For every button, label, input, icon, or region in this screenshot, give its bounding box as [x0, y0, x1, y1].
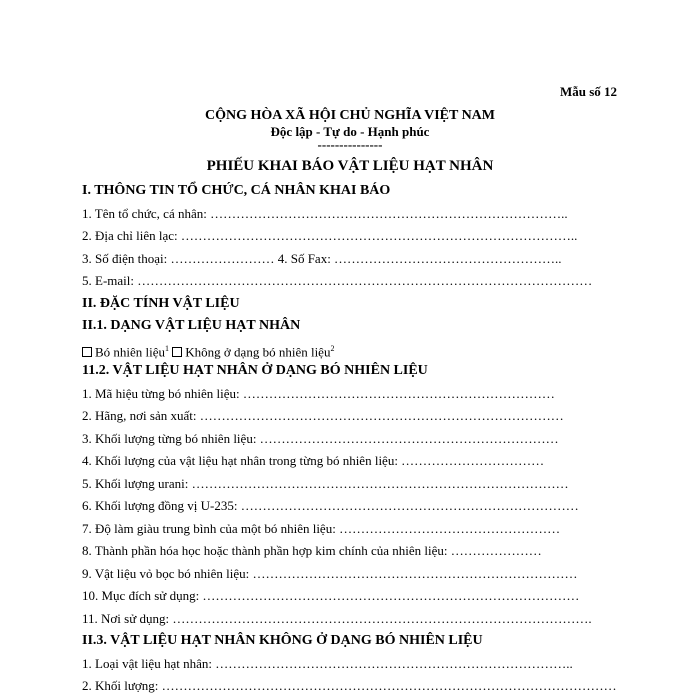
assembly-field[interactable]: 11. Nơi sử dụng: …………………………………………………………………………………….: [82, 610, 592, 626]
phone-fax-field[interactable]: 3. Số điện thoại: …………………… 4. Số Fax: ……………………………………………..: [82, 250, 562, 266]
form-body: [82, 180, 622, 698]
section-2-heading: II. ĐẶC TÍNH VẬT LIỆU: [82, 295, 240, 311]
section-2-3-heading: II.3. VẬT LIỆU HẠT NHÂN KHÔNG Ở DẠNG BÓ NHIÊN LIỆU: [82, 633, 483, 648]
fuel-assembly-label: Bó nhiên liệu: [95, 343, 166, 359]
assembly-field[interactable]: 9. Vật liệu vỏ bọc bó nhiên liệu: …………………………………………………………………: [82, 565, 578, 581]
non-fuel-assembly-checkbox[interactable]: [172, 347, 182, 357]
assembly-field[interactable]: 3. Khối lượng từng bó nhiên liệu: ……………………………………………………………: [82, 430, 559, 446]
section-2-2-heading: 11.2. VẬT LIỆU HẠT NHÂN Ở DẠNG BÓ NHIÊN LIỆU: [82, 363, 428, 378]
section-1-heading: I. THÔNG TIN TỔ CHỨC, CÁ NHÂN KHAI BÁO: [82, 183, 391, 198]
footnote-2: 2: [330, 343, 335, 353]
assembly-field[interactable]: 8. Thành phần hóa học hoặc thành phần hợp kim chính của nhiên liệu: …………………: [82, 543, 542, 558]
non-fuel-assembly-label: Không ở dạng bó nhiên liệu: [185, 343, 331, 359]
form-number: Mẫu số 12: [559, 84, 617, 99]
assembly-field[interactable]: 2. Hãng, nơi sản xuất: …………………………………………………………………………: [82, 408, 564, 423]
assembly-field[interactable]: 6. Khối lượng đồng vị U-235: ……………………………………………………………………: [82, 498, 579, 513]
form-title: PHIẾU KHAI BÁO VẬT LIỆU HẠT NHÂN: [206, 158, 494, 174]
assembly-field[interactable]: 10. Mục đích sử dụng: ……………………………………………………………………………: [82, 588, 580, 603]
org-name-field[interactable]: 1. Tên tổ chức, cá nhân: ………………………………………………………………………..: [82, 205, 568, 221]
assembly-field[interactable]: 4. Khối lượng của vật liệu hạt nhân trong từng bó nhiên liệu: ……………………………: [82, 453, 545, 468]
national-title: CỘNG HÒA XÃ HỘI CHỦ NGHĨA VIỆT NAM: [204, 108, 495, 123]
fuel-assembly-checkbox[interactable]: [82, 347, 92, 357]
material-form-options: [82, 338, 622, 361]
assembly-field[interactable]: 7. Độ làm giàu trung bình của một bó nhiên liệu: ……………………………………………: [82, 520, 561, 536]
assembly-field[interactable]: 1. Mã hiệu từng bó nhiên liệu: ………………………………………………………………: [82, 385, 555, 401]
email-field[interactable]: 5. E-mail: ……………………………………………………………………………………………: [82, 273, 593, 288]
section-2-1-heading: II.1. DẠNG VẬT LIỆU HẠT NHÂN: [82, 318, 301, 333]
address-field[interactable]: 2. Địa chỉ liên lạc: ………………………………………………………………………………..: [82, 228, 578, 243]
footnote-1: 1: [165, 343, 170, 353]
assembly-field[interactable]: 5. Khối lượng urani: ……………………………………………………………………………: [82, 475, 569, 491]
header-divider: ---------------: [317, 137, 383, 152]
non-assembly-field[interactable]: 2. Khối lượng: ……………………………………………………………………………………………: [82, 678, 617, 693]
non-assembly-field[interactable]: 1. Loại vật liệu hạt nhân: ………………………………………………………………………..: [82, 655, 573, 671]
motto: Độc lập - Tự do - Hạnh phúc: [270, 124, 430, 139]
